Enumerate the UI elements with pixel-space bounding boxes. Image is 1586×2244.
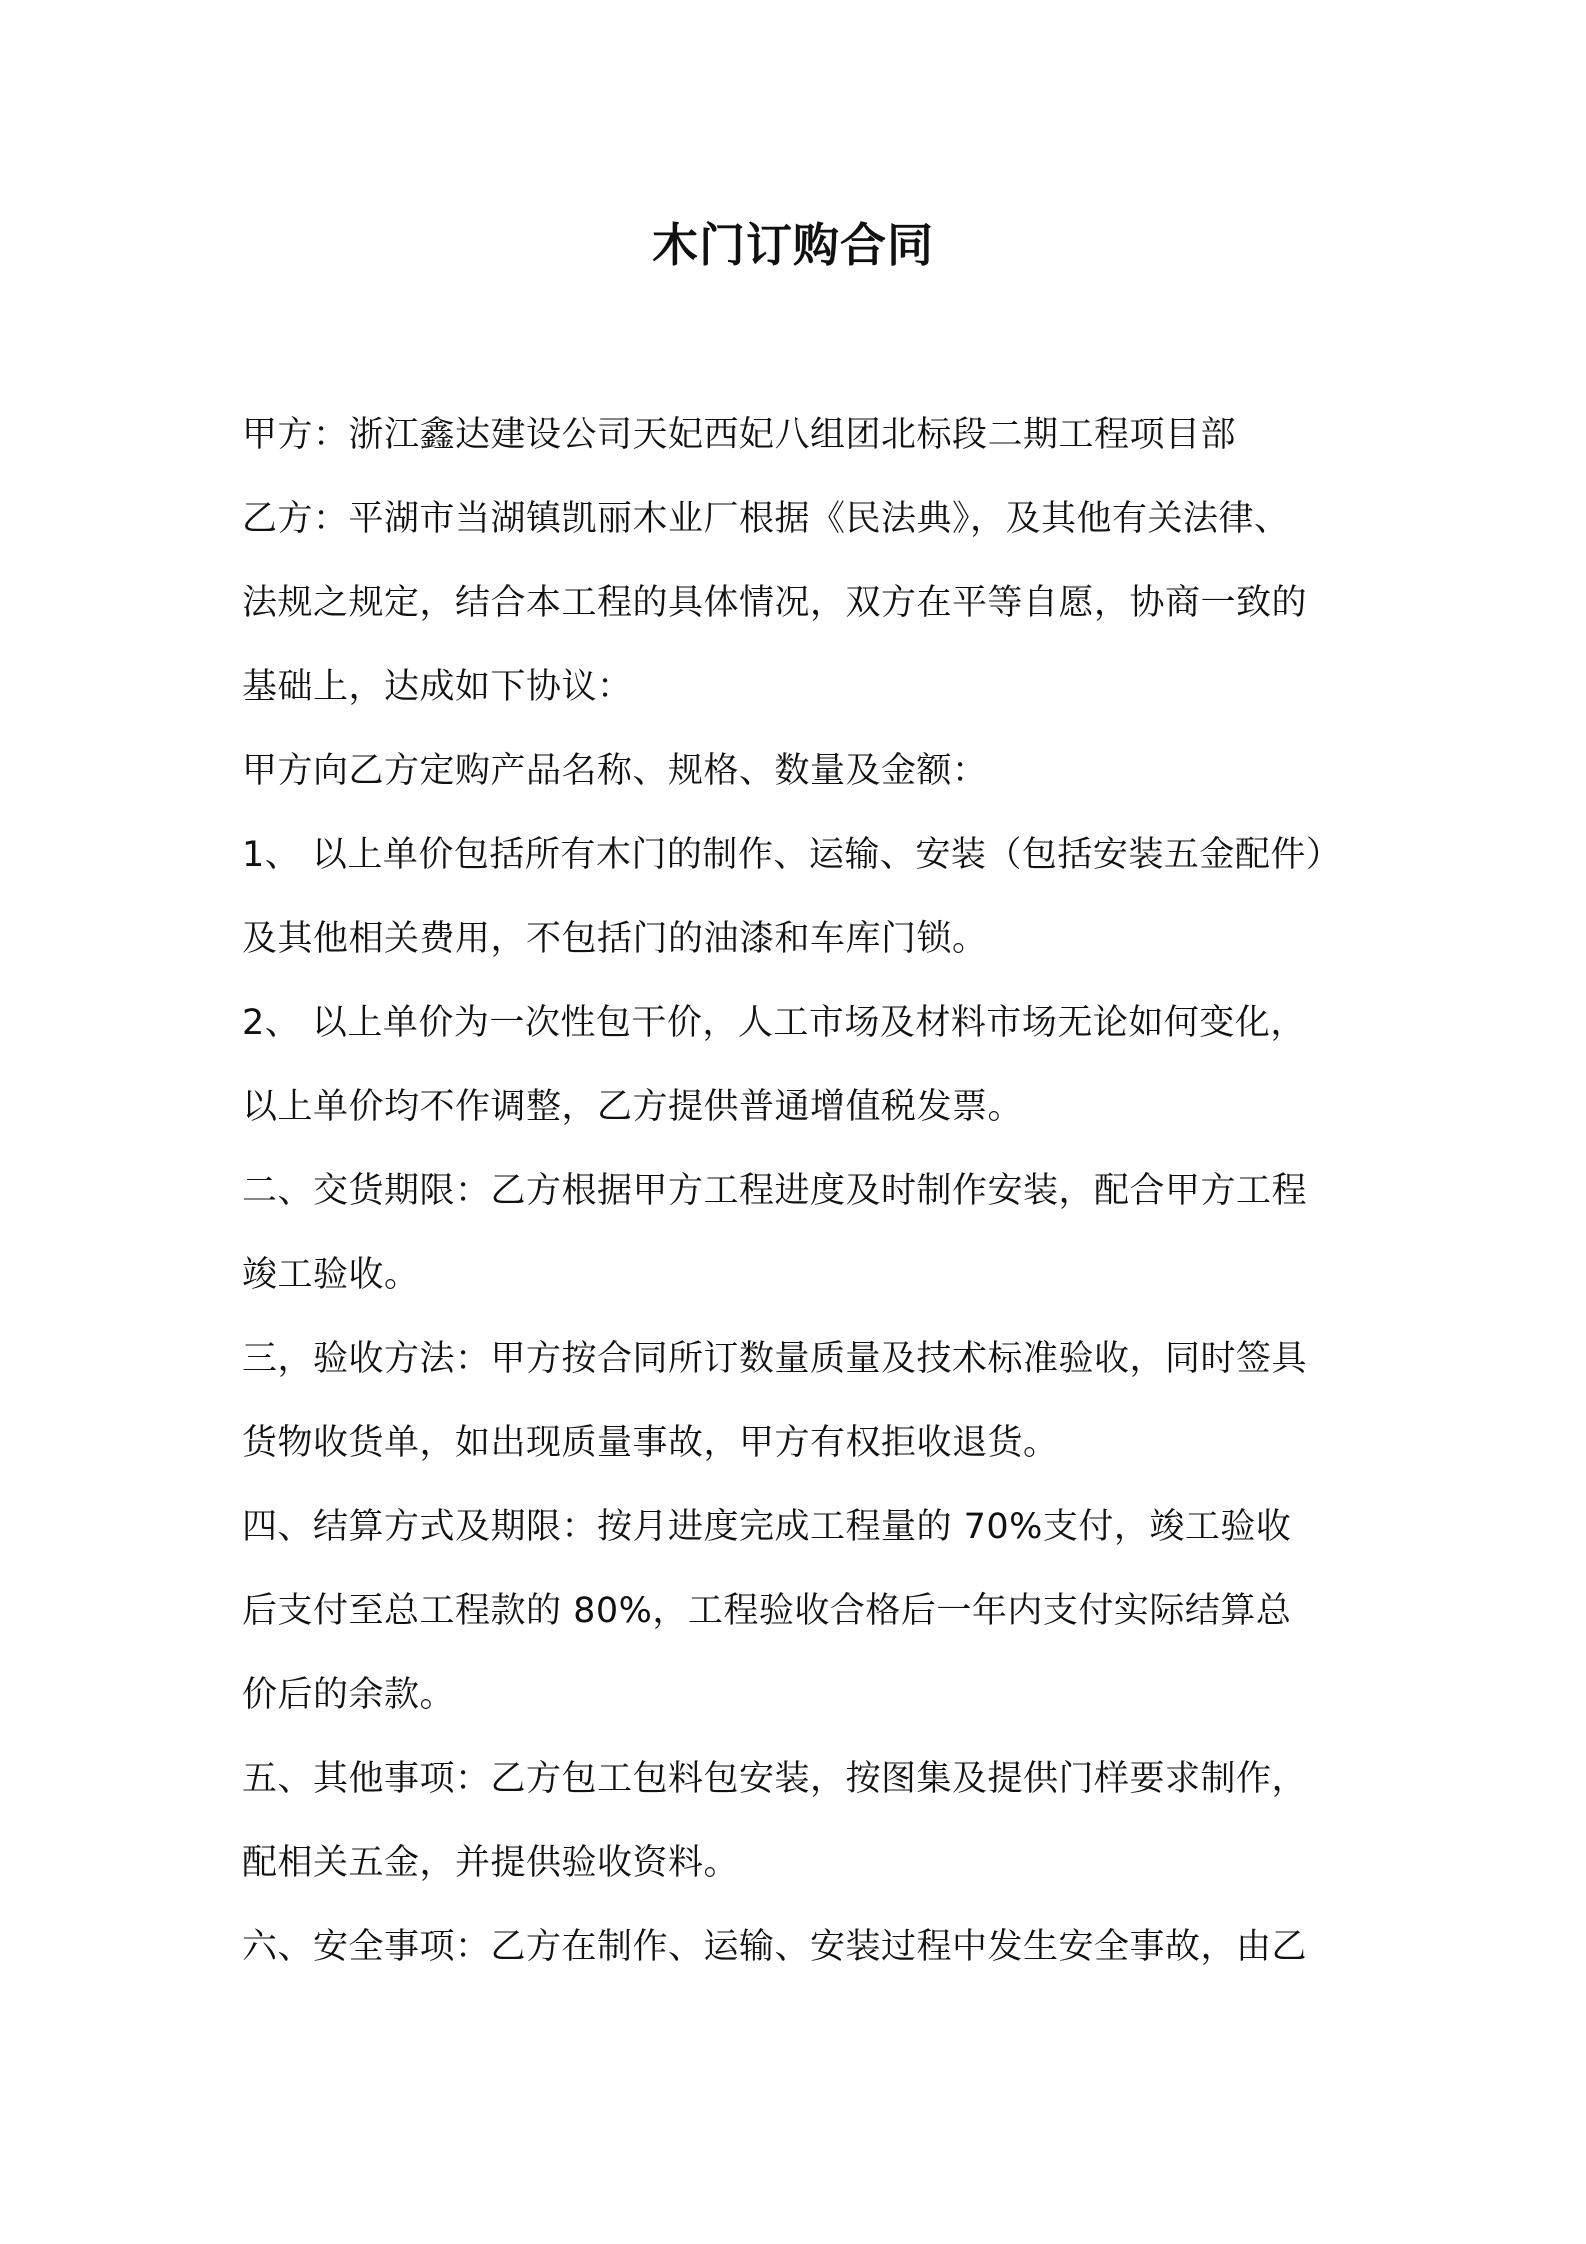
text-line: 法规之规定，结合本工程的具体情况，双方在平等自愿，协商一致的 xyxy=(242,583,1308,623)
text-line: 后支付至总工程款的 80%，工程验收合格后一年内支付实际结算总 xyxy=(242,1591,1292,1631)
delivery-section-line: 二、交货期限：乙方根据甲方工程进度及时制作安装，配合甲方工程 xyxy=(242,1171,1308,1211)
clause-1-line: 1、 以上单价包括所有木门的制作、运输、安装（包括安装五金配件） xyxy=(242,835,1342,875)
settlement-section-line: 四、结算方式及期限：按月进度完成工程量的 70%支付，竣工验收 xyxy=(242,1507,1292,1547)
acceptance-section-line: 三，验收方法：甲方按合同所订数量质量及技术标准验收，同时签具 xyxy=(242,1339,1308,1379)
text-line: 甲方向乙方定购产品名称、规格、数量及金额： xyxy=(242,751,988,791)
text-line: 基础上，达成如下协议： xyxy=(242,667,633,707)
document-title: 木门订购合同 xyxy=(652,218,934,272)
text-line: 货物收货单，如出现质量事故，甲方有权拒收退货。 xyxy=(242,1423,1059,1463)
safety-section-line: 六、安全事项：乙方在制作、运输、安装过程中发生安全事故，由乙 xyxy=(242,1927,1308,1967)
text-line: 以上单价均不作调整，乙方提供普通增值税发票。 xyxy=(242,1087,1024,1127)
party-b-line: 乙方：平湖市当湖镇凯丽木业厂根据《民法典》，及其他有关法律、 xyxy=(242,499,1290,539)
party-a-line: 甲方：浙江鑫达建设公司天妃西妃八组团北标段二期工程项目部 xyxy=(242,415,1237,455)
text-line: 及其他相关费用，不包括门的油漆和车库门锁。 xyxy=(242,919,988,959)
text-line: 价后的余款。 xyxy=(242,1675,456,1715)
text-line: 竣工验收。 xyxy=(242,1255,420,1295)
other-matters-section-line: 五、其他事项：乙方包工包料包安装，按图集及提供门样要求制作， xyxy=(242,1759,1308,1799)
text-line: 配相关五金，并提供验收资料。 xyxy=(242,1843,740,1883)
clause-2-line: 2、 以上单价为一次性包干价，人工市场及材料市场无论如何变化， xyxy=(242,1003,1306,1043)
